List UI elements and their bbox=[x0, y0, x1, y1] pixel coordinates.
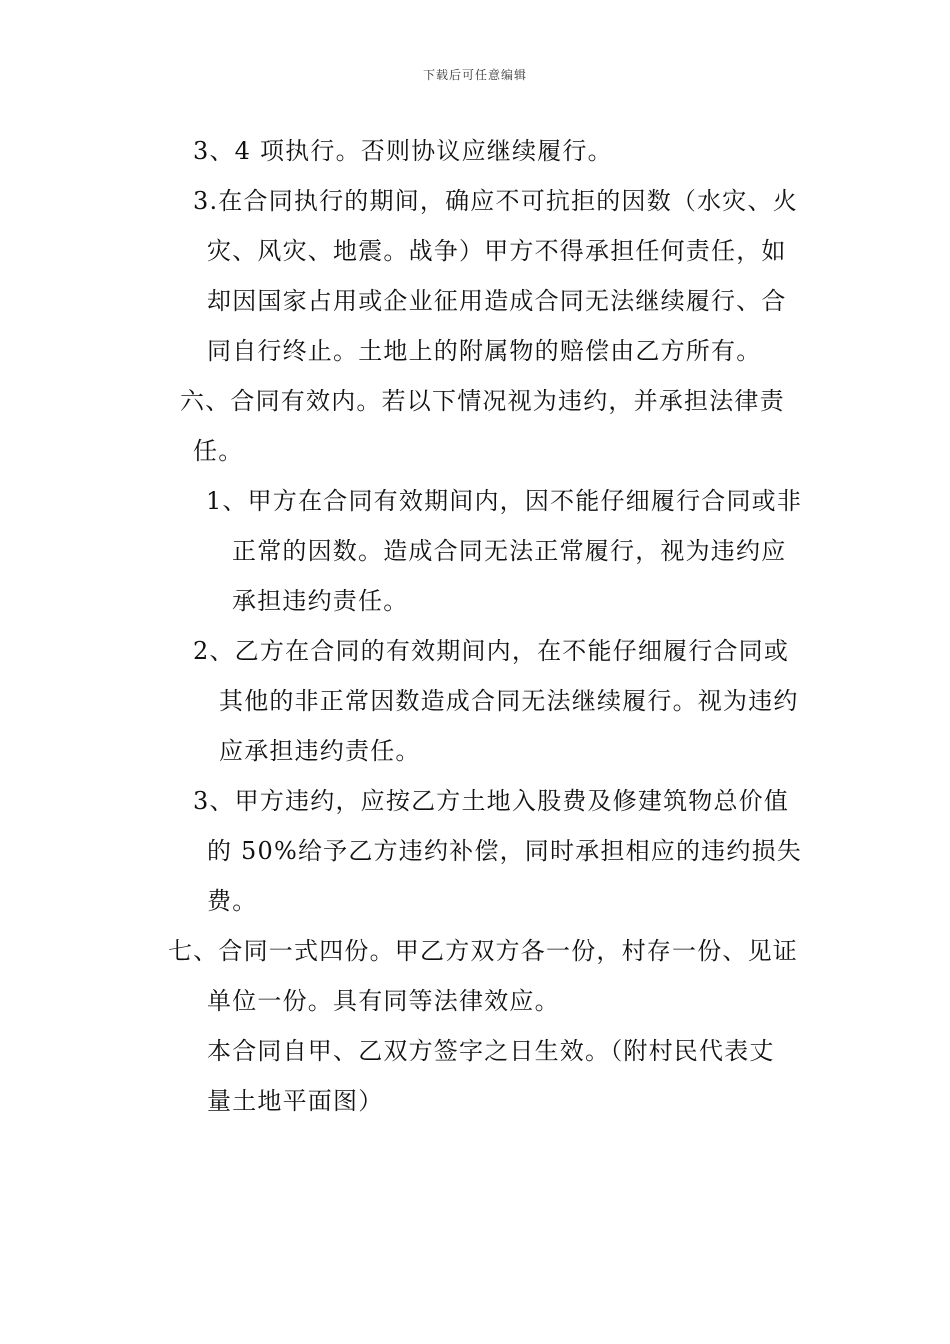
body-line: 灾、风灾、地震。战争）甲方不得承担任何责任，如 bbox=[207, 237, 787, 265]
body-line: 量土地平面图） bbox=[207, 1087, 384, 1115]
body-line: 的 50%给予乙方违约补偿，同时承担相应的违约损失 bbox=[207, 837, 802, 865]
body-line: 3、甲方违约，应按乙方土地入股费及修建筑物总价值 bbox=[193, 787, 790, 815]
body-line: 单位一份。具有同等法律效应。 bbox=[207, 987, 560, 1015]
body-line: 应承担违约责任。 bbox=[219, 737, 421, 765]
body-line: 正常的因数。造成合同无法正常履行，视为违约应 bbox=[232, 537, 787, 565]
section-heading: 七、合同一式四份。甲乙方双方各一份，村存一份、见证 bbox=[168, 937, 798, 965]
body-line: 1、甲方在合同有效期间内，因不能仔细履行合同或非 bbox=[206, 487, 803, 515]
page-header: 下载后可任意编辑 bbox=[422, 68, 527, 82]
body-line: 费。 bbox=[207, 887, 258, 915]
body-line: 却因国家占用或企业征用造成合同无法继续履行、合 bbox=[207, 287, 787, 315]
section-heading: 六、合同有效内。若以下情况视为违约，并承担法律责 bbox=[180, 387, 785, 415]
body-line: 本合同自甲、乙双方签字之日生效。（附村民代表丈 bbox=[207, 1037, 775, 1065]
body-line: 承担违约责任。 bbox=[232, 587, 409, 615]
body-line: 3.在合同执行的期间，确应不可抗拒的因数（水灾、火 bbox=[193, 187, 798, 215]
body-line: 2、乙方在合同的有效期间内，在不能仔细履行合同或 bbox=[193, 637, 790, 665]
body-line: 其他的非正常因数造成合同无法继续履行。视为违约 bbox=[219, 687, 799, 715]
body-line: 3、4 项执行。否则协议应继续履行。 bbox=[193, 137, 613, 165]
body-line: 同自行终止。土地上的附属物的赔偿由乙方所有。 bbox=[207, 337, 762, 365]
body-line: 任。 bbox=[193, 437, 244, 465]
